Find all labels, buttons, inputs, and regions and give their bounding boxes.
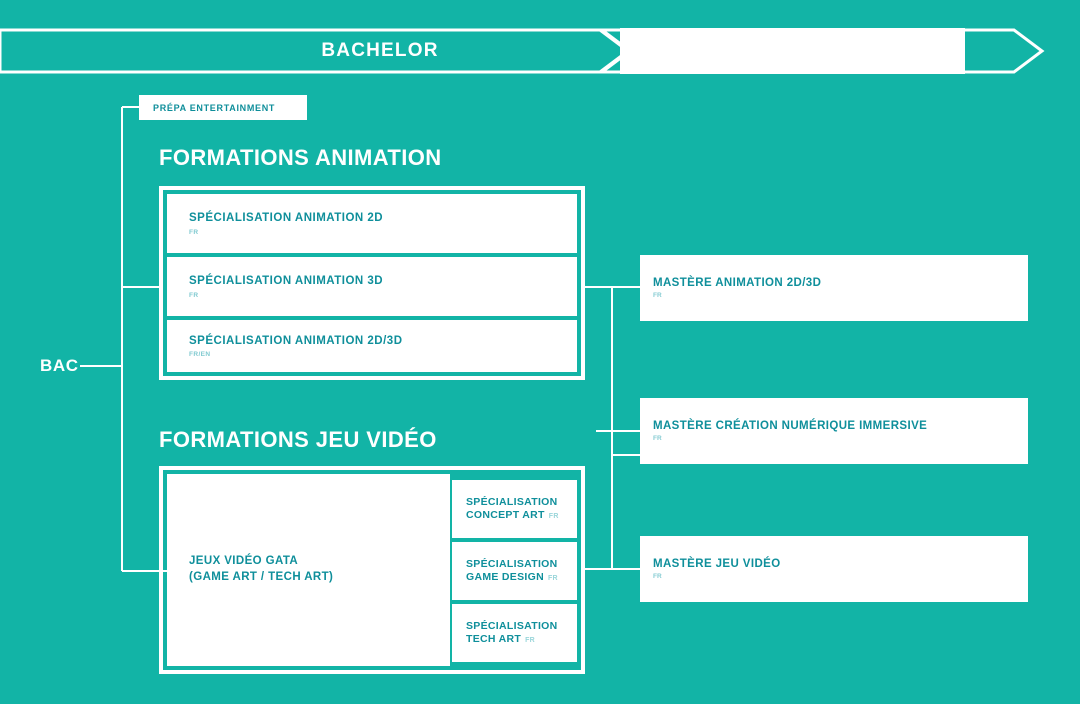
card-language: FR xyxy=(653,292,662,299)
prepa-label: PRÉPA ENTERTAINMENT xyxy=(153,102,276,113)
card-specialisation-animation-2d-3d[interactable] xyxy=(167,320,577,372)
card-title-line2: (GAME ART / TECH ART) xyxy=(189,571,334,583)
section-title-jeu-video: FORMATIONS JEU VIDÉO xyxy=(159,427,437,452)
card-mastere-animation-2d-3d[interactable] xyxy=(640,255,1028,321)
card-title-line1: SPÉCIALISATION xyxy=(466,495,558,508)
card-mastere-creation-numerique-immersive[interactable] xyxy=(640,398,1028,464)
banner-label-bachelor: BACHELOR xyxy=(321,40,439,61)
card-title: MASTÈRE ANIMATION 2D/3D xyxy=(653,277,822,289)
card-title-line2-text: TECH ART xyxy=(466,633,522,645)
card-title-line2-text: GAME DESIGN xyxy=(466,571,544,583)
card-title-line1: SPÉCIALISATION xyxy=(466,557,558,570)
card-title: SPÉCIALISATION ANIMATION 2D/3D xyxy=(189,334,403,347)
card-specialisation-game-design[interactable] xyxy=(452,542,577,600)
card-language: FR xyxy=(189,291,199,299)
card-language: FR xyxy=(548,513,559,520)
card-jeux-video-gata[interactable] xyxy=(167,474,450,666)
section-title-animation: FORMATIONS ANIMATION xyxy=(159,145,442,170)
card-specialisation-animation-3d[interactable] xyxy=(167,257,577,316)
card-title: SPÉCIALISATION ANIMATION 2D xyxy=(189,212,384,225)
card-language: FR xyxy=(653,573,662,580)
card-language: FR/EN xyxy=(189,351,211,359)
card-language: FR xyxy=(525,637,536,644)
card-title-line2 xyxy=(466,633,577,646)
card-specialisation-tech-art[interactable] xyxy=(452,604,577,662)
card-title: SPÉCIALISATION ANIMATION 3D xyxy=(189,275,384,288)
bac-entry-label: BAC xyxy=(40,356,79,375)
card-title-line2 xyxy=(466,509,577,522)
card-language: FR xyxy=(547,575,558,582)
card-title-line2-text: CONCEPT ART xyxy=(466,509,545,521)
program-banner xyxy=(0,28,1080,74)
card-mastere-jeu-video[interactable] xyxy=(640,536,1028,602)
card-title-line1: JEUX VIDÉO GATA xyxy=(189,555,299,568)
card-language: FR xyxy=(653,435,662,442)
card-language: FR xyxy=(189,228,199,236)
card-title: MASTÈRE CRÉATION NUMÉRIQUE IMMERSIVE xyxy=(653,420,928,432)
prepa-entertainment-chip[interactable] xyxy=(139,95,307,120)
card-specialisation-animation-2d[interactable] xyxy=(167,194,577,253)
card-title-line1: SPÉCIALISATION xyxy=(466,619,558,632)
card-title: MASTÈRE JEU VIDÉO xyxy=(653,558,781,570)
card-title-line2 xyxy=(466,571,577,584)
banner-label-mastere: MASTÈRE xyxy=(620,28,965,74)
card-specialisation-concept-art[interactable] xyxy=(452,480,577,538)
